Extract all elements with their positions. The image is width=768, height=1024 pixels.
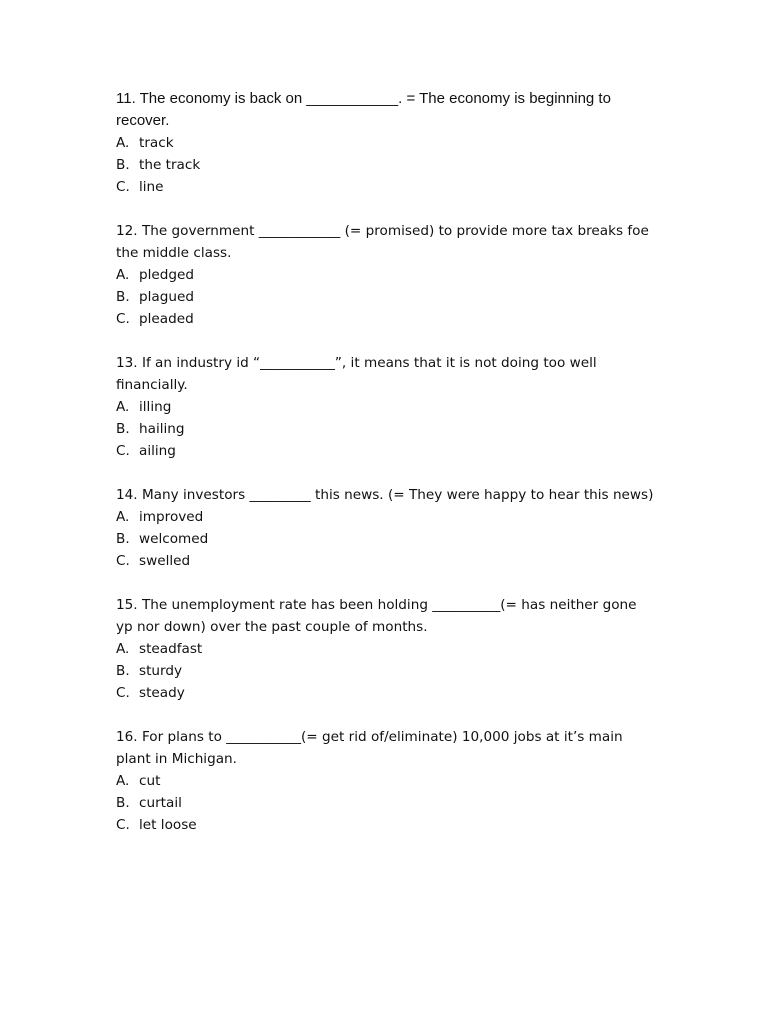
option-text: plagued xyxy=(139,289,194,305)
option-text: curtail xyxy=(139,795,182,811)
question-11 xyxy=(116,88,656,198)
option-list xyxy=(116,506,656,572)
option-letter: B. xyxy=(116,421,130,437)
question-text: 15. The unemployment rate has been holding __________(= has neither gone yp nor down) over the past couple of months. xyxy=(116,597,637,635)
option-text: let loose xyxy=(139,817,197,833)
option-b xyxy=(116,286,656,308)
question-16 xyxy=(116,726,656,836)
option-text: steadfast xyxy=(139,641,203,657)
option-text: swelled xyxy=(139,553,191,569)
option-b xyxy=(116,418,656,440)
option-a xyxy=(116,396,656,418)
option-letter: A. xyxy=(116,267,130,283)
option-letter: A. xyxy=(116,135,130,151)
option-c xyxy=(116,440,656,462)
option-letter: B. xyxy=(116,663,130,679)
option-list xyxy=(116,132,656,198)
option-text: hailing xyxy=(139,421,185,437)
option-letter: C. xyxy=(116,685,130,701)
option-text: cut xyxy=(139,773,161,789)
question-12 xyxy=(116,220,656,330)
quiz-page xyxy=(116,88,656,858)
option-b xyxy=(116,792,656,814)
option-a xyxy=(116,132,656,154)
option-b xyxy=(116,660,656,682)
question-14 xyxy=(116,484,656,572)
option-letter: A. xyxy=(116,509,130,525)
option-letter: B. xyxy=(116,531,130,547)
option-text: pledged xyxy=(139,267,195,283)
option-text: improved xyxy=(139,509,204,525)
question-15 xyxy=(116,594,656,704)
question-text: 11. The economy is back on ___________. = The economy is beginning to recover. xyxy=(116,90,611,129)
option-c xyxy=(116,814,656,836)
option-b xyxy=(116,154,656,176)
option-c xyxy=(116,682,656,704)
option-text: illing xyxy=(139,399,172,415)
option-c xyxy=(116,176,656,198)
option-list xyxy=(116,264,656,330)
option-letter: B. xyxy=(116,795,130,811)
option-a xyxy=(116,770,656,792)
option-c xyxy=(116,308,656,330)
question-text: 16. For plans to ___________(= get rid of/eliminate) 10,000 jobs at it’s main plant in Michigan. xyxy=(116,729,623,767)
option-letter: C. xyxy=(116,311,130,327)
option-a xyxy=(116,506,656,528)
option-list xyxy=(116,638,656,704)
question-text: 12. The government ____________ (= promised) to provide more tax breaks foe the middle class. xyxy=(116,223,649,261)
question-text: 13. If an industry id “___________”, it means that it is not doing too well financially. xyxy=(116,355,597,393)
option-list xyxy=(116,770,656,836)
option-a xyxy=(116,264,656,286)
option-letter: C. xyxy=(116,817,130,833)
option-text: steady xyxy=(139,685,185,701)
option-letter: B. xyxy=(116,157,130,173)
question-text: 14. Many investors _________ this news. (= They were happy to hear this news) xyxy=(116,487,654,503)
option-letter: A. xyxy=(116,399,130,415)
option-letter: A. xyxy=(116,641,130,657)
option-text: line xyxy=(139,179,164,195)
question-13 xyxy=(116,352,656,462)
option-letter: C. xyxy=(116,443,130,459)
option-list xyxy=(116,396,656,462)
option-letter: C. xyxy=(116,179,130,195)
option-letter: C. xyxy=(116,553,130,569)
option-b xyxy=(116,528,656,550)
option-letter: A. xyxy=(116,773,130,789)
option-text: welcomed xyxy=(139,531,209,547)
option-text: the track xyxy=(139,157,201,173)
option-a xyxy=(116,638,656,660)
option-text: ailing xyxy=(139,443,176,459)
option-text: pleaded xyxy=(139,311,194,327)
option-text: sturdy xyxy=(139,663,183,679)
option-text: track xyxy=(139,135,174,151)
option-c xyxy=(116,550,656,572)
option-letter: B. xyxy=(116,289,130,305)
